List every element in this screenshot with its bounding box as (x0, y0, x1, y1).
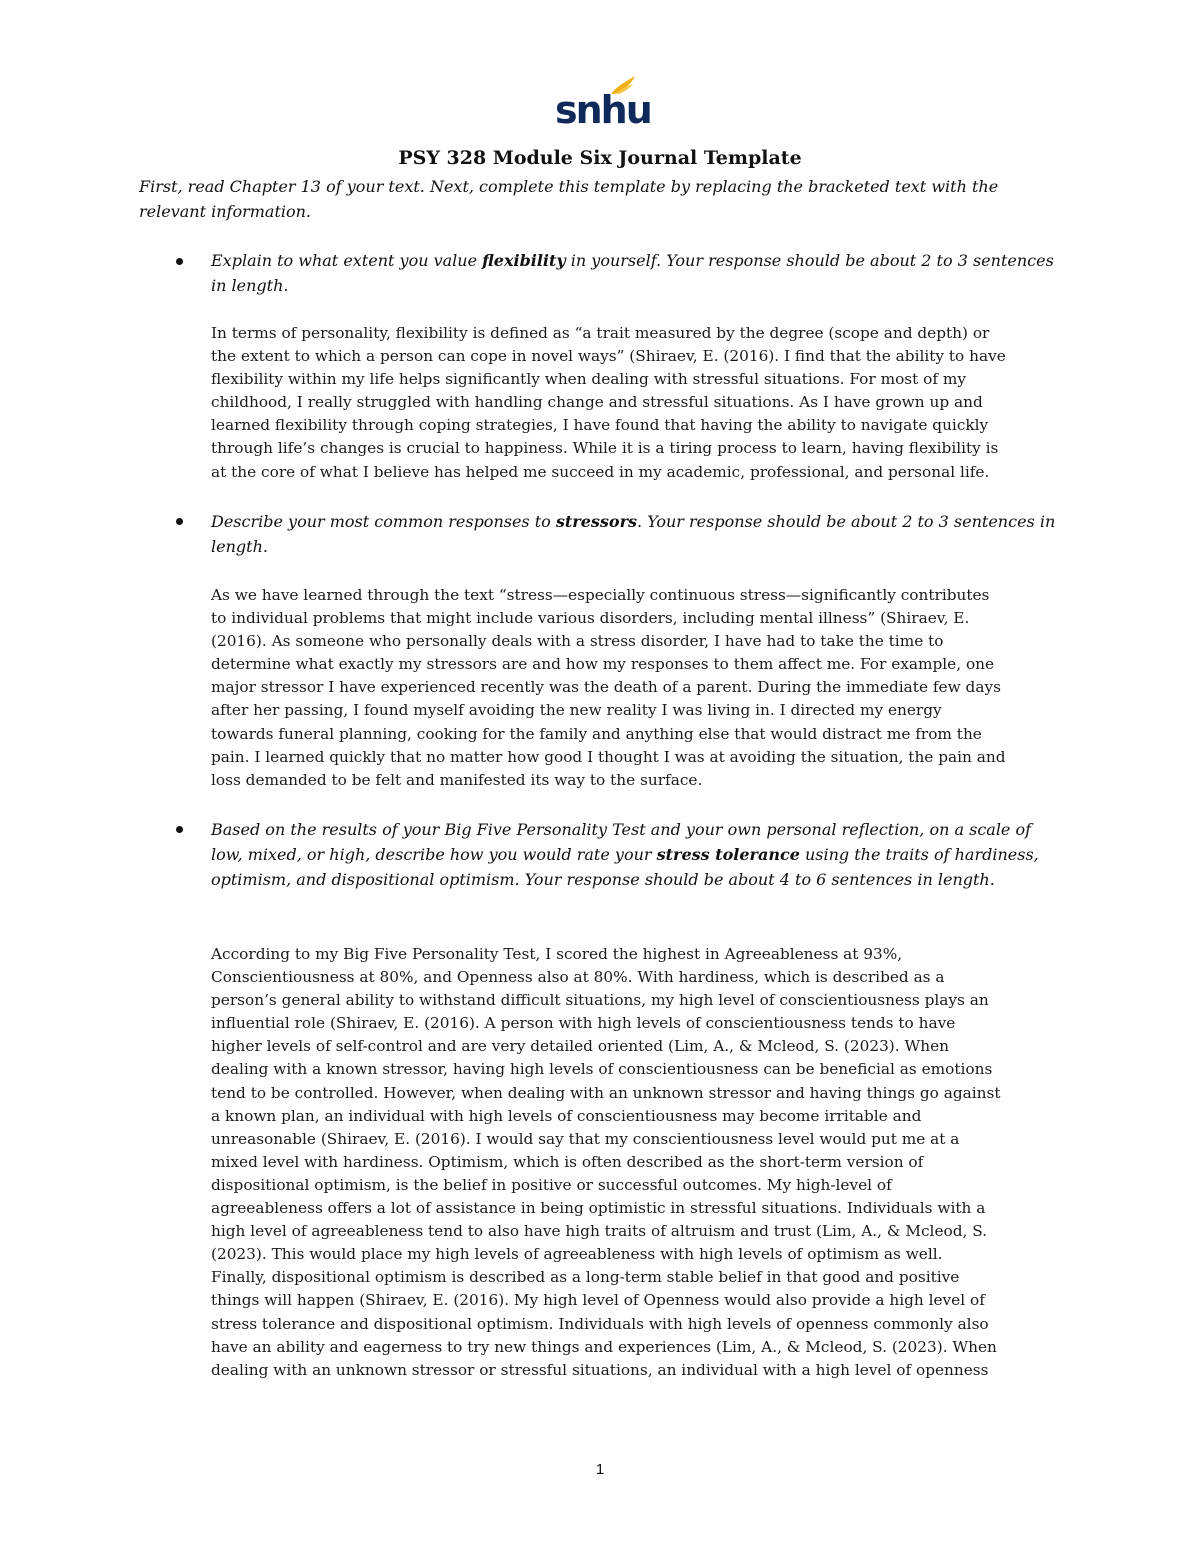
answer-line: flexibility within my life helps significantly when dealing with stressful situations. For most of my (211, 370, 967, 389)
answer-line: dealing with an unknown stressor or stressful situations, an individual with a high level of openness (211, 1360, 989, 1379)
answer-line: at the core of what I believe has helped me succeed in my academic, professional, and personal life. (211, 462, 990, 481)
prompt-text: Based on the results of your Big Five Personality Test and your own personal reflection, on a scale of low, mixed, or high, describe how you would rate your (211, 820, 1032, 864)
answer-line: mixed level with hardiness. Optimism, which is often described as the short-term version of (211, 1152, 924, 1171)
answer-line: the extent to which a person can cope in novel ways” (Shiraev, E. (2016). I find that the ability to have (211, 347, 1006, 366)
answer-line: higher levels of self-control and are very detailed oriented (Lim, A., & Mcleod, S. (2023). When (211, 1037, 949, 1056)
answer-line: learned flexibility through coping strategies, I have found that having the ability to navigate quickly (211, 416, 989, 435)
answer-line: influential role (Shiraev, E. (2016). A person with high levels of conscientiousness tends to have (211, 1014, 956, 1033)
answer-line: Finally, dispositional optimism is described as a long-term stable belief in that good and positive (211, 1268, 960, 1287)
answer-line: agreeableness offers a lot of assistance in being optimistic in stressful situations. Individuals with a (211, 1199, 986, 1218)
prompt-text: . Your response should be about 2 to 3 sentences in length. (211, 512, 1056, 556)
prompt-stressors (211, 509, 1061, 559)
answer-line: As we have learned through the text “stress—especially continuous stress—significantly contributes (211, 586, 990, 604)
intro-instructions: First, read Chapter 13 of your text. Next, complete this template by replacing the bracketed text with the relevant information. (139, 177, 999, 221)
answer-stressors (211, 584, 1067, 792)
logo-wordmark: snhu (555, 88, 651, 132)
answer-line: after her passing, I found myself avoiding the new reality I was living in. I directed my energy (211, 701, 942, 720)
answer-line: (2023). This would place my high levels of agreeableness with high levels of optimism as well. (211, 1245, 943, 1264)
answer-line: dispositional optimism, is the belief in positive or successful outcomes. My high-level of (211, 1175, 892, 1194)
prompt-flexibility (211, 248, 1061, 298)
prompt-text: using the traits of hardiness, optimism, and dispositional optimism. Your response should be about 4 to 6 sentences in length. (211, 845, 1039, 889)
answer-line: through life’s changes is crucial to happiness. While it is a tiring process to learn, having flexibility is (211, 439, 999, 458)
page-number: 1 (595, 1461, 605, 1478)
answer-stress-tolerance (211, 943, 1067, 1382)
answer-line: In terms of personality, flexibility is defined as “a trait measured by the degree (scope and depth) or (211, 324, 990, 342)
prompt-text: in yourself. Your response should be about 2 to 3 sentences in length. (211, 251, 1054, 295)
bullet-icon (176, 517, 186, 527)
answer-line: (2016). As someone who personally deals with a stress disorder, I have had to take the time to (211, 632, 944, 651)
answer-line: things will happen (Shiraev, E. (2016). My high level of Openness would also provide a high level of (211, 1291, 985, 1310)
answer-line: According to my Big Five Personality Test, I scored the highest in Agreeableness at 93%, (211, 945, 903, 963)
answer-line: high level of agreeableness tend to also have high traits of altruism and trust (Lim, A., & Mcleod, S. (211, 1222, 988, 1241)
answer-line: pain. I learned quickly that no matter how good I thought I was at avoiding the situation, the pain and (211, 747, 1006, 766)
answer-line: tend to be controlled. However, when dealing with an unknown stressor and having things go against (211, 1083, 1001, 1102)
answer-flexibility (211, 322, 1067, 484)
answer-line: dealing with a known stressor, having high levels of conscientiousness can be beneficial as emotions (211, 1060, 993, 1079)
answer-line: towards funeral planning, cooking for the family and anything else that would distract me from the (211, 724, 982, 743)
bullet-icon (176, 257, 186, 267)
prompt-keyword: flexibility (482, 251, 566, 270)
answer-line: a known plan, an individual with high levels of conscientiousness may become irritable and (211, 1106, 922, 1125)
answer-line: stress tolerance and dispositional optimism. Individuals with high levels of openness commonly also (211, 1314, 989, 1333)
prompt-text: Explain to what extent you value (211, 251, 483, 270)
answer-line: Conscientiousness at 80%, and Openness also at 80%. With hardiness, which is described as a (211, 968, 945, 987)
answer-line: childhood, I really struggled with handling change and stressful situations. As I have grown up and (211, 393, 983, 412)
prompt-keyword: stressors (555, 512, 638, 531)
answer-line: person’s general ability to withstand difficult situations, my high level of conscientiousness plays an (211, 991, 989, 1010)
answer-line: have an ability and eagerness to try new things and experiences (Lim, A., & Mcleod, S. (2023). When (211, 1337, 997, 1356)
answer-line: major stressor I have experienced recently was the death of a parent. During the immediate few days (211, 678, 1001, 697)
page-title: PSY 328 Module Six Journal Template (398, 147, 802, 169)
prompt-stress-tolerance (211, 817, 1061, 892)
bullet-icon (176, 825, 186, 835)
prompt-text: Describe your most common responses to (211, 512, 556, 531)
answer-line: loss demanded to be felt and manifested its way to the surface. (211, 770, 703, 789)
prompt-keyword: stress tolerance (656, 845, 800, 864)
answer-line: unreasonable (Shiraev, E. (2016). I would say that my conscientiousness level would put me at a (211, 1129, 960, 1148)
answer-line: determine what exactly my stressors are and how my responses to them affect me. For example, one (211, 655, 995, 674)
answer-line: to individual problems that might include various disorders, including mental illness” (Shiraev, E. (211, 609, 970, 628)
snhu-logo (555, 74, 651, 132)
